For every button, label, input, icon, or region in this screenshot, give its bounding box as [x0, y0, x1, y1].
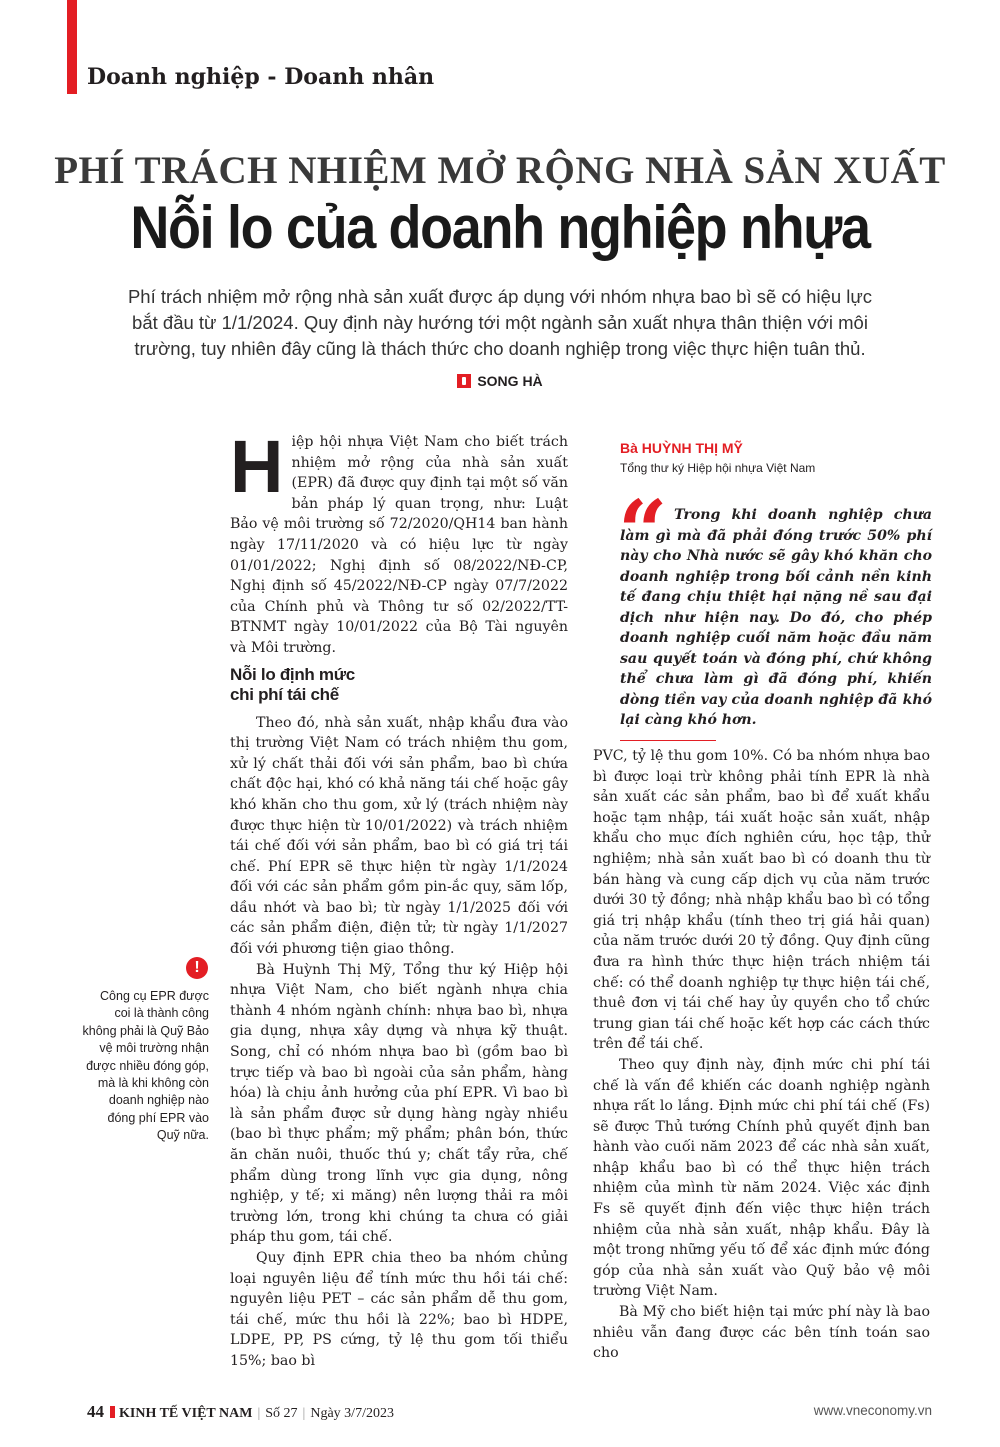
section-accent-bar — [67, 0, 77, 94]
subheading-line-2: chi phí tái chế — [230, 684, 339, 704]
quote-mark-icon: “ — [618, 482, 668, 583]
magazine-name: KINH TẾ VIỆT NAM — [119, 1406, 253, 1421]
article-column-right — [593, 746, 930, 1364]
quote-person-name: Bà HUỲNH THỊ MỸ — [620, 440, 743, 456]
website-link[interactable]: www.vneconomy.vn — [813, 1403, 932, 1418]
footer-marker-icon — [110, 1406, 115, 1418]
article-column-left — [230, 425, 568, 1372]
body-paragraph: Bà Huỳnh Thị Mỹ, Tổng thư ký Hiệp hội nhựa Việt Nam, cho biết ngành nhựa chia thành 4 nhóm ngành chính: nhựa bao bì, nhựa gia dụng, nhựa xây dựng và nhựa kỹ thuật. Song, chỉ có nhóm nhựa bao bì (gồm bao bì trực tiếp và bao bì ngoài của sản phẩm, hàng hóa) là chịu ảnh hưởng của phí EPR. Vì bao bì là sản phẩm được sử dụng hàng ngày nhiều (bao bì thực phẩm; mỹ phẩm; phân bón, thức ăn chăn nuôi, thuốc thú y; chất tẩy rửa, chế phẩm dùng trong lĩnh vực gia dụng, nông nghiệp, y tế; xi măng) nên lượng thải ra môi trường lớn, trong khi chúng ta chưa có giải pháp thu gom, tái chế. — [230, 961, 568, 1246]
issue-date: Ngày 3/7/2023 — [310, 1406, 394, 1421]
author-name: SONG HÀ — [477, 373, 543, 389]
body-paragraph: Theo đó, nhà sản xuất, nhập khẩu đưa vào thị trường Việt Nam có trách nhiệm thu gom, xử lý chất thải đối với sản phẩm, bao bì chứa chất độc hại, khó có khả năng tái chế hoặc gây khó khăn cho thu gom, xử lý (trách nhiệm này được thực hiện từ 10/01/2022) và trách nhiệm tái chế đối với sản phẩm, bao bì có giá trị tái chế. Phí EPR sẽ thực hiện từ ngày 1/1/2024 đối với các sản phẩm gồm pin-ắc quy, săm lốp, dầu nhớt và bao bì; từ ngày 1/1/2025 đối với các sản phẩm điện, điện tử; từ ngày 1/1/2027 đối với phương tiện giao thông. — [230, 714, 568, 958]
author-byline — [0, 373, 1000, 389]
side-note: Công cụ EPR được coi là thành công không phải là Quỹ Bảo vệ môi trường nhận được nhiều đóng góp, mà là khi không còn doanh nghiệp nào đóng phí EPR vào Quỹ nữa. — [82, 989, 209, 1143]
subheading — [230, 665, 568, 705]
article-sapo: Phí trách nhiệm mở rộng nhà sản xuất được áp dụng với nhóm nhựa bao bì sẽ có hiệu lực bắt đầu từ 1/1/2024. Quy định này hướng tới một ngành sản xuất nhựa thân thiện với môi trường, tuy nhiên đây cũng là thách thức cho doanh nghiệp trong việc thực hiện tuân thủ. — [127, 286, 873, 359]
footer-separator: | — [257, 1406, 261, 1421]
subheading-line-1: Nỗi lo định mức — [230, 664, 355, 684]
drop-cap: H — [230, 425, 284, 508]
body-paragraph: Theo quy định này, định mức chi phí tái chế là vấn đề khiến các doanh nghiệp ngành nhựa rất lo lắng. Định mức chi phí tái chế (Fs) sẽ được Thủ tướng Chính phủ quyết định ban hành vào cuối năm 2023 để các nhà sản xuất, nhập khẩu bao bì có thể thực hiện trách nhiệm của mình từ năm 2024. Việc xác định Fs sẽ quyết định đến việc thực hiện trách nhiệm của nhà sản xuất, nhập khẩu. Đây là một trong những yếu tố để xác định mức đóng góp của nhà sản xuất vào Quỹ bảo vệ môi trường Việt Nam. — [593, 1056, 930, 1300]
article-headline: Nỗi lo của doanh nghiệp nhựa — [130, 194, 870, 261]
page-footer — [87, 1402, 394, 1422]
article-kicker: PHÍ TRÁCH NHIỆM MỞ RỘNG NHÀ SẢN XUẤT — [54, 149, 946, 192]
body-paragraph: Bà Mỹ cho biết hiện tại mức phí này là bao nhiêu vẫn đang được các bên tính toán sao cho — [593, 1304, 930, 1362]
section-label: Doanh nghiệp - Doanh nhân — [87, 64, 435, 90]
body-paragraph: Quy định EPR chia theo ba nhóm chủng loại nguyên liệu để tính mức thu hồi tái chế: nguyên liệu PET – các sản phẩm dễ thu gom, tái chế, mức thu hồi là 22%; bao bì HDPE, LDPE, PP, PS cứng, tỷ lệ thu gom tối thiểu 15%; bao bì — [230, 1249, 568, 1369]
pull-quote: Trong khi doanh nghiệp chưa làm gì mà đã phải đóng trước 50% phí này cho Nhà nước sẽ gây khó khăn cho doanh nghiệp trong bối cảnh nền kinh tế đang chịu thiệt hại nặng nề sau đại dịch như hiện nay. Do đó, cho phép doanh nghiệp cuối năm hoặc đầu năm sau quyết toán và đóng phí, chứ không thể chưa làm gì đã đóng phí, khiến dòng tiền vay của doanh nghiệp đã khó lại càng khó hơn. — [620, 507, 932, 728]
quote-divider — [620, 740, 716, 741]
issue-number: Số 27 — [265, 1406, 298, 1421]
footer-separator: | — [302, 1406, 306, 1421]
body-paragraph: PVC, tỷ lệ thu gom 10%. Có ba nhóm nhựa bao bì được loại trừ không phải tính EPR là nhà sản xuất các sản phẩm, bao bì để xuất khẩu hoặc tạm nhập, tái xuất hoặc sản xuất, nhập khẩu cho mục đích nghiên cứu, học tập, thử nghiệm; nhà sản xuất bao bì có doanh thu từ bán hàng và cung cấp dịch vụ của năm trước dưới 30 tỷ đồng; nhà nhập khẩu bao bì có tổng giá trị nhập khẩu (tính theo trị giá hải quan) của năm trước dưới 20 tỷ đồng. Quy định cũng đưa ra hình thức thực hiện trách nhiệm tái chế: có thể doanh nghiệp tự thực hiện tái chế, thuê đơn vị tái chế hay ủy quyền cho tổ chức trung gian tái chế hoặc kết hợp các cách thức trên để tái chế. — [593, 748, 930, 1053]
lead-paragraph — [230, 425, 568, 659]
author-pen-icon — [457, 374, 471, 388]
quote-person-role: Tổng thư ký Hiệp hội nhựa Việt Nam — [620, 461, 816, 475]
warning-icon: ! — [186, 957, 208, 979]
page-number: 44 — [87, 1402, 104, 1421]
lead-paragraph-text: iệp hội nhựa Việt Nam cho biết trách nhiệm mở rộng của nhà sản xuất (EPR) đã được quy định tại một số văn bản pháp lý quan trọng, như: Luật Bảo vệ môi trường số 72/2020/QH14 ban hành ngày 17/11/2020 và có hiệu lực từ ngày 01/01/2022; Nghị định số 08/2022/NĐ-CP, Nghị định số 45/2022/NĐ-CP ngày 07/7/2022 của Chính phủ và Thông tư số 02/2022/TT-BTNMT ngày 10/01/2022 của Bộ Tài nguyên và Môi trường. — [230, 434, 568, 656]
